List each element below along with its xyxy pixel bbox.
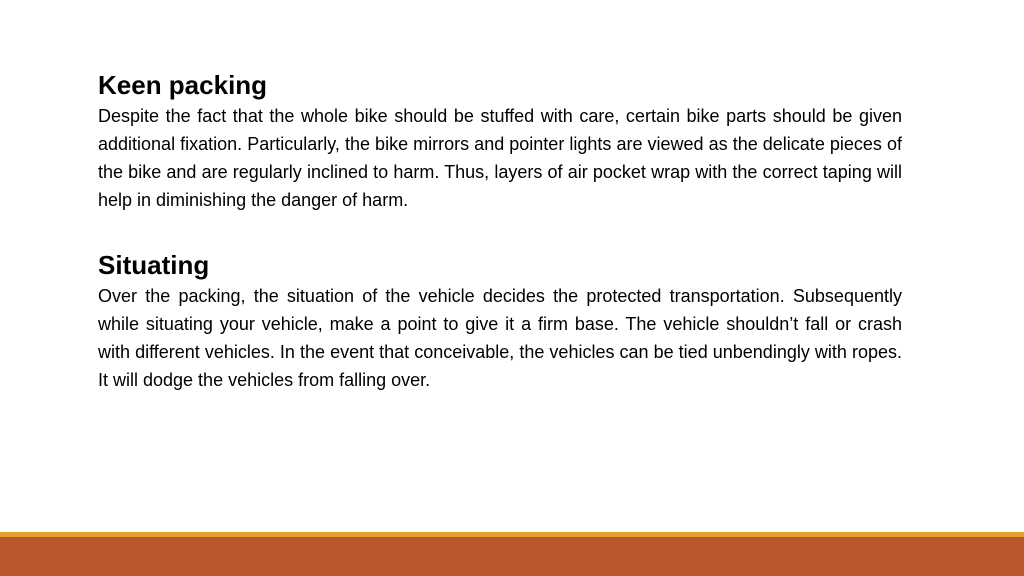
section-body: Over the packing, the situation of the vehicle decides the protected transportation. Subsequently while situating your vehicle, make a point to give it a firm base. The vehicle shouldn’t fall or crash with different vehicles. In the event that conceivable, the vehicles can be tied unbendingly with ropes. It will dodge the vehicles from falling over. (98, 286, 902, 390)
section-heading: Situating (98, 250, 210, 280)
section-situating (98, 248, 902, 394)
section-keen-packing (98, 68, 902, 214)
section-heading: Keen packing (98, 70, 268, 100)
footer-bar (0, 537, 1024, 576)
section-body: Despite the fact that the whole bike should be stuffed with care, certain bike parts should be given additional fixation. Particularly, the bike mirrors and pointer lights are viewed as the delicate pieces of the bike and are regularly inclined to harm. Thus, layers of air pocket wrap with the correct taping will help in diminishing the danger of harm. (98, 106, 902, 210)
slide-content (98, 68, 902, 394)
